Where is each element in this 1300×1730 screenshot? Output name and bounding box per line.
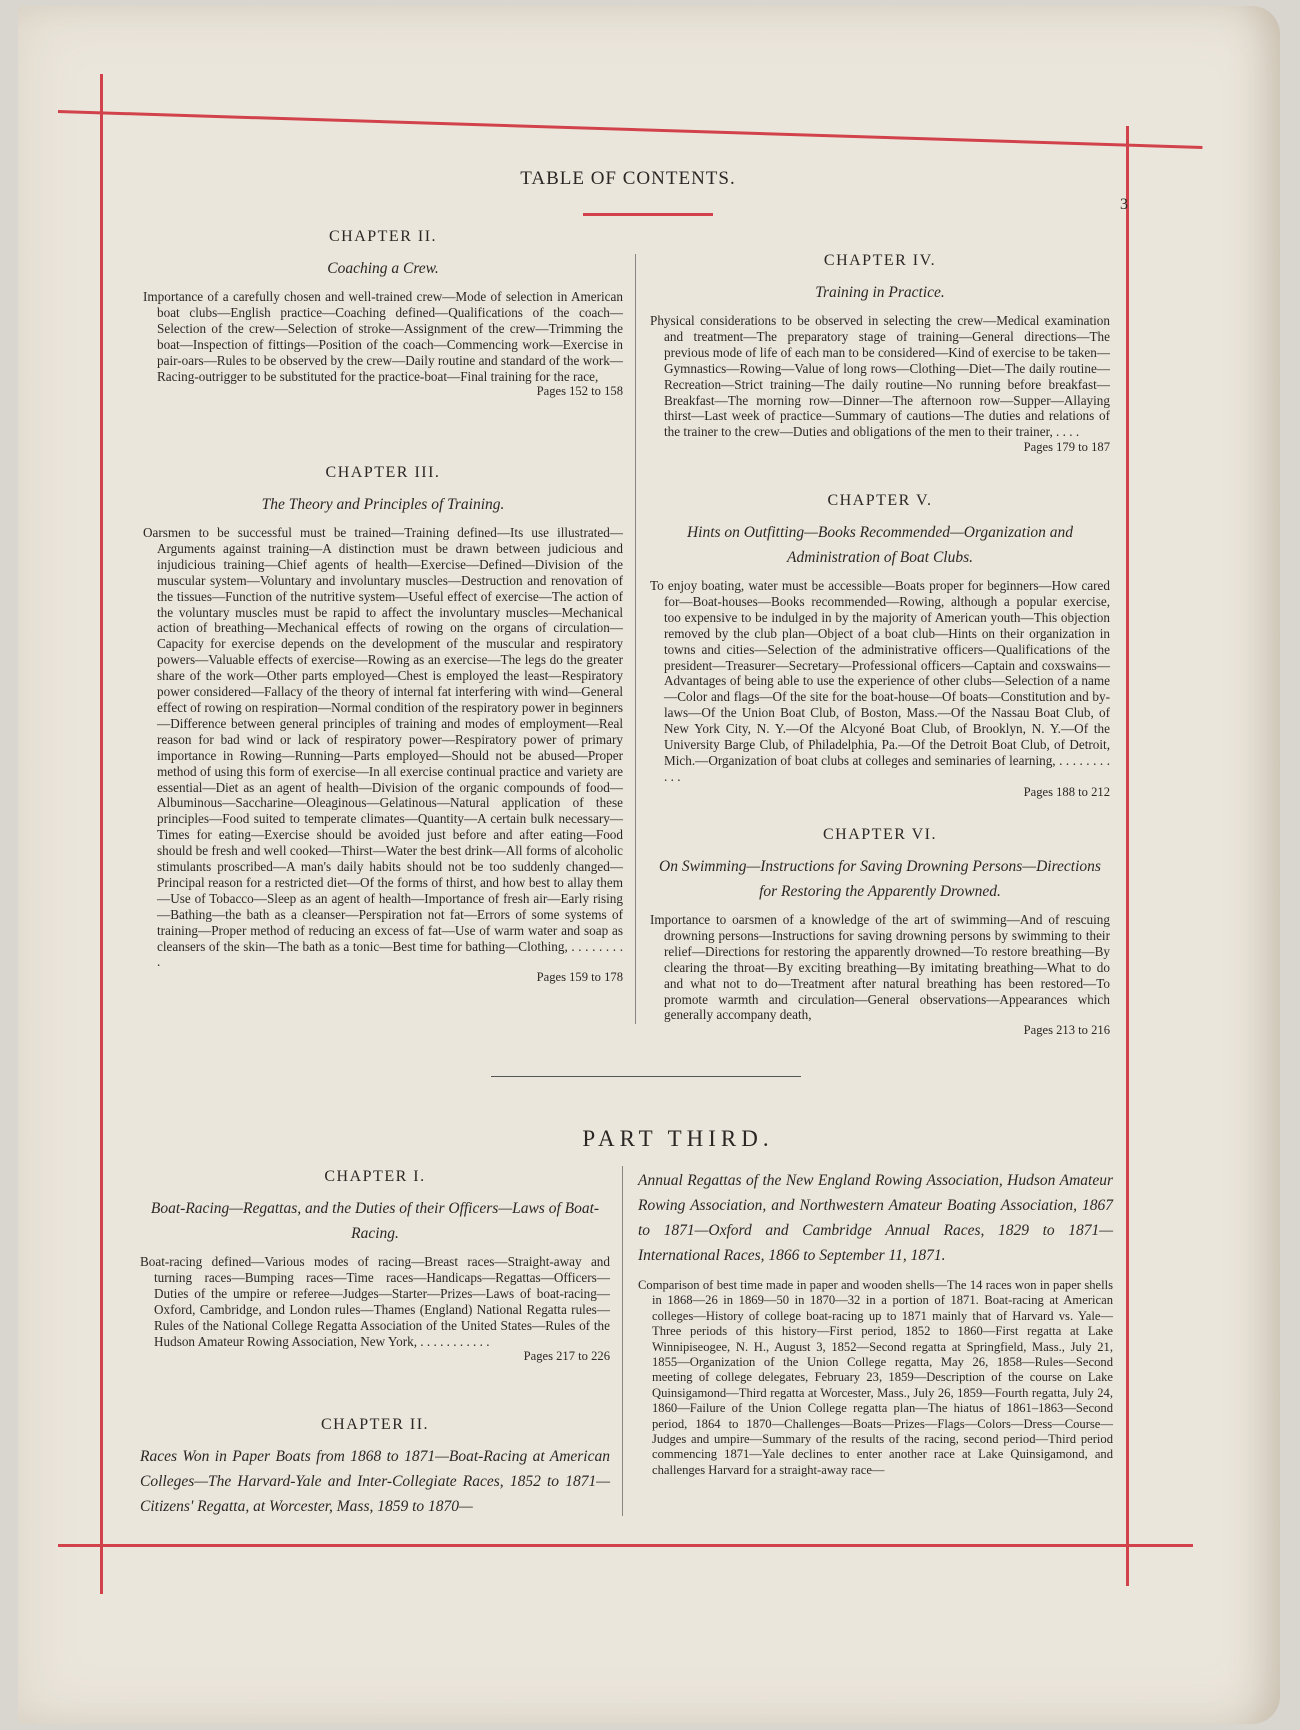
part3-chapter-2-continued <box>638 1168 1113 1478</box>
page-range: Pages 217 to 226 <box>523 1349 610 1364</box>
part-title: PART THIRD. <box>582 1126 774 1151</box>
title-underline <box>583 213 713 216</box>
chapter-summary: Importance of a carefully chosen and well-trained crew—Mode of selection in American boat clubs—English practice—Coaching defined—Qualifications of the coach—Selection of the crew—Selection of stroke—Assignment of the crew—Trimming the boat—Inspection of fittings—Position of the coach—Commencing work—Exercise in pair-oars—Rules to be observed by the crew—Daily routine and standard of the work—Racing-outrigger to be substituted for the practice-boat—Final training for the race, <box>143 289 623 384</box>
column-divider-bottom <box>622 1166 623 1516</box>
chapter-heading: CHAPTER III. <box>325 464 441 481</box>
part3-chapter-1-boat-racing <box>140 1168 610 1365</box>
chapter-subtitle: Training in Practice. <box>815 284 945 301</box>
chapter-heading: CHAPTER IV. <box>823 252 937 269</box>
part3-chapter-2-races <box>140 1416 610 1527</box>
bottom-red-rule <box>58 1544 1193 1547</box>
book-page <box>18 6 1280 1724</box>
chapter-subtitle: The Theory and Principles of Training. <box>261 496 505 513</box>
column-divider-top <box>635 254 636 1024</box>
chapter-summary: Oarsmen to be successful must be trained—Training defined—Its use illustrated—Arguments against training—A distinction must be drawn between judicious and injudicious training—Chief agents of health—Exercise—Defined—Division of the muscular system—Voluntary and involuntary muscles—Destruction and renovation of the tissues—Function of the nutritive system—Useful effect of exercise—The action of the voluntary muscles must be rapid to affect the involuntary muscles—Mechanical action of breathing—Mechanical effects of rowing on the organs of circulation—Capacity for exercise depends on the development of the muscular and respiratory powers—Valuable effects of exercise—Rowing as an exercise—The legs do the greater share of the work—Other parts employed—Chest is employed the least—Respiratory power considered—Fallacy of the theory of internal fat interfering with wind—General effect of rowing on respiration—Normal condition of the respiratory power in beginners—Difference between general principles of training and modes of employment—Real reason for bad wind or lack of respiratory power—Respiratory power of primary importance in Rowing—Running—Parts employed—Should not be abused—Proper method of using this form of exercise—In all exercise continual practice and variety are essential—Diet as an agent of health—Division of the organic compounds of food—Albuminous—Saccharine—Oleaginous—Gelatinous—Natural application of these principles—Food suited to temperate climates—Quantity—A certain bulk necessary—Times for eating—Exercise should be avoided just before and after eating—Food should be fresh and well cooked—Thirst—Water the best drink—All forms of alcoholic stimulants proscribed—A man's daily habits should not be too suddenly changed—Principal reason for a restricted diet—Of the forms of thirst, and how best to allay them—Use of Tobacco—Sleep as an agent of health—Importance of fresh air—Early rising—Bathing—the bath as a cleanser—Perspiration not fat—Errors of some systems of training—Proper method of reducing an excess of fat—Use of warm water and soap as cleansers of the skin—The bath as a tonic—Best time for bathing—Clothing, . . . . . . . . . <box>143 525 623 970</box>
chapter-contents <box>650 912 1110 1039</box>
page-range: Pages 188 to 212 <box>1023 784 1110 799</box>
chapter-subtitle: Boat-Racing—Regattas, and the Duties of their Officers—Laws of Boat-Racing. <box>150 1200 600 1242</box>
chapter-summary: To enjoy boating, water must be accessible—Boats proper for beginners—How cared for—Boat-houses—Books recommended—Rowing, although a popular exercise, too expensive to be indulged in by the majority of American youth—This objection removed by the club plan—Object of a boat club—Hints on their organization in towns and cities—Selection of the administrative officers—Qualifications of the president—Treasurer—Secretary—Professional officers—Captain and coxswains—Advantages of being able to use the experience of other clubs—Selection of a name—Color and flags—Of the site for the boat-house—Of boats—Constitution and by-laws—Of the Union Boat Club, of Boston, Mass.—Of the Nassau Boat Club, of New York City, N. Y.—Of the Alcyoné Boat Club, of Brooklyn, N. Y.—Of the University Barge Club, of Philadelphia, Pa.—Of the Detroit Boat Club, of Detroit, Mich.—Organization of boat clubs at colleges and seminaries of learning, . . . . . . . . . . . <box>650 578 1110 784</box>
chapter-summary: Comparison of best time made in paper and wooden shells—The 14 races won in paper shells in 1868—26 in 1869—50 in 1870—32 in a portion of 1871. Boat-racing at American colleges—History of college boat-racing up to 1871 mainly that of Harvard vs. Yale—Three periods of this history—First period, 1852 to 1860—First regatta at Lake Winnipiseogee, N. H., August 3, 1852—Second regatta at Springfield, Mass., July 21, 1855—Organization of the Union College regatta, May 26, 1858—Rules—Second meeting of college delegates, February 23, 1859—Description of the course on Lake Quinsigamond—Third regatta at Worcester, Mass., July 26, 1859—Fourth regatta, July 24, 1860—Failure of the Union College regatta plan—The hiatus of 1861–1863—Second period, 1864 to 1870—Challenges—Boats—Prizes—Flags—Colors—Dress—Course—Judges and umpire—Summary of the results of the racing, second period—Third period commencing 1871—Yale declines to enter another race at Lake Quinsigamond, and challenges Harvard for a straight-away race— <box>638 1278 1113 1477</box>
chapter-subtitle: On Swimming—Instructions for Saving Drowning Persons—Directions for Restoring the Apparently Drowned. <box>659 858 1101 900</box>
right-red-rule <box>1126 126 1129 1586</box>
page-range: Pages 159 to 178 <box>536 970 623 985</box>
chapter-summary: Boat-racing defined—Various modes of racing—Breast races—Straight-away and turning races—Bumping races—Time races—Handicaps—Regattas—Officers—Duties of the umpire or referee—Judges—Starter—Prizes—Laws of boat-racing—Oxford, Cambridge, and London rules—Thames (England) National Regatta rules—Rules of the National College Regatta Association of the United States—Rules of the Hudson Amateur Rowing Association, New York, . . . . . . . . . . . <box>140 1254 610 1349</box>
chapter-subtitle: Coaching a Crew. <box>327 260 439 277</box>
page-title: TABLE OF CONTENTS. <box>520 168 736 189</box>
page-range: Pages 152 to 158 <box>536 384 623 399</box>
left-red-rule <box>100 74 103 1594</box>
chapter-subtitle-continued: Annual Regattas of the New England Rowing Association, Hudson Amateur Rowing Association, and Northwestern Amateur Boating Association, 1867 to 1871—Oxford and Cambridge Annual Races, 1829 to 1871—International Races, 1866 to September 11, 1871. <box>638 1172 1113 1264</box>
chapter-heading: CHAPTER I. <box>324 1168 426 1185</box>
chapter-contents <box>143 525 623 986</box>
chapter-summary: Importance to oarsmen of a knowledge of the art of swimming—And of rescuing drowning persons—Instructions for saving drowning persons by swimming to their relief—Directions for restoring the apparently drowned—To restore breathing—By clearing the throat—By exciting breathing—By imitating breathing—What to do and what not to do—Treatment after natural breathing has been restored—To promote warmth and circulation—General observations—Appearances which generally accompany death, <box>650 912 1110 1023</box>
chapter-heading: CHAPTER II. <box>328 228 438 245</box>
chapter-contents <box>650 578 1110 801</box>
chapter-2-coaching <box>143 228 623 400</box>
top-red-rule <box>58 110 1203 149</box>
chapter-contents <box>143 289 623 400</box>
chapter-summary: Physical considerations to be observed in selecting the crew—Medical examination and treatment—The preparatory stage of training—General directions—The previous mode of life of each man to be considered—Kind of exercise to be taken—Gymnastics—Rowing—Value of long rows—Clothing—Diet—The daily routine—Recreation—Strict training—The daily routine—No running before breakfast—Breakfast—The morning row—Dinner—The afternoon row—Supper—Allaying thirst—Last week of practice—Summary of cautions—The duties and relations of the trainer to the crew—Duties and obligations of the men to their trainer, . . . . <box>650 313 1110 440</box>
part-separator-rule <box>491 1076 801 1077</box>
chapter-heading: CHAPTER VI. <box>823 826 937 843</box>
chapter-5-outfitting <box>650 492 1110 801</box>
chapter-contents <box>140 1254 610 1365</box>
page-number: 3 <box>1120 196 1128 213</box>
chapter-contents <box>650 313 1110 456</box>
chapter-subtitle: Races Won in Paper Boats from 1868 to 1871—Boat-Racing at American Colleges—The Harvard-Yale and Inter-Collegiate Races, 1852 to 1871—Citizens' Regatta, at Worcester, Mass, 1859 to 1870— <box>140 1448 610 1515</box>
chapter-subtitle: Hints on Outfitting—Books Recommended—Organization and Administration of Boat Clubs. <box>686 524 1074 566</box>
chapter-3-training-theory <box>143 464 623 986</box>
chapter-4-training-practice <box>650 252 1110 456</box>
chapter-heading: CHAPTER V. <box>827 492 933 509</box>
chapter-heading: CHAPTER II. <box>320 1416 430 1433</box>
chapter-6-swimming <box>650 826 1110 1039</box>
page-range: Pages 179 to 187 <box>1023 440 1110 455</box>
page-range: Pages 213 to 216 <box>1023 1023 1110 1038</box>
